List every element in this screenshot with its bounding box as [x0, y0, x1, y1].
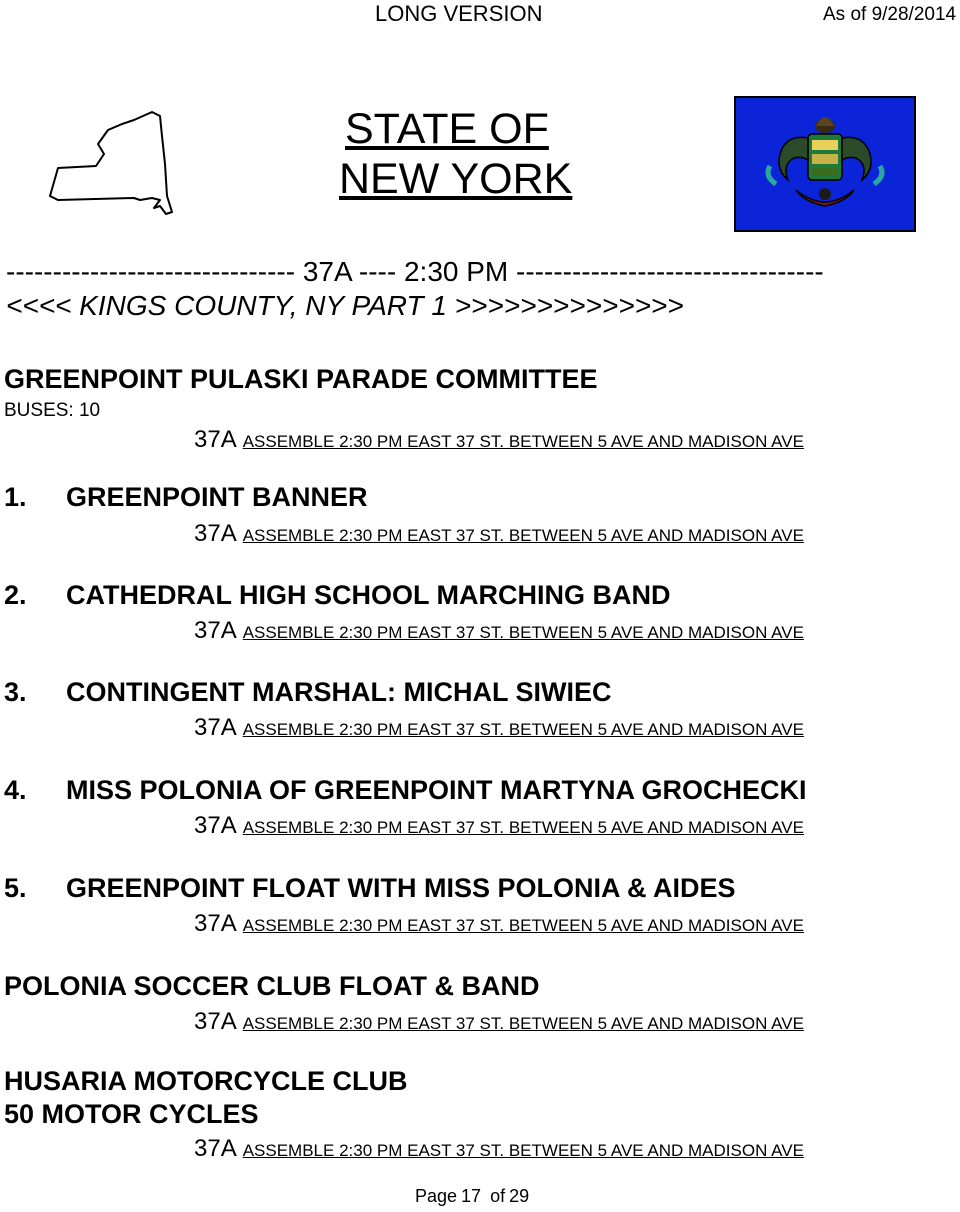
page-title-line-2: NEW YORK [339, 155, 573, 203]
assembly-detail: ASSEMBLE 2:30 PM EAST 37 ST. BETWEEN 5 AVE AND MADISON AVE [242, 432, 804, 451]
unit-number: 3. [4, 677, 27, 707]
page-footer [415, 1186, 533, 1207]
unit-2 [4, 580, 671, 611]
assembly-line [194, 910, 804, 938]
section-county-heading: <<<< KINGS COUNTY, NY PART 1 >>>>>>>>>>>>>> [6, 290, 684, 321]
unit-4 [4, 775, 807, 806]
unit-number: 2. [4, 580, 27, 610]
assembly-line [194, 812, 804, 840]
unit-3 [4, 677, 611, 708]
assembly-line [194, 1135, 804, 1163]
committee-buses: BUSES: 10 [4, 400, 101, 421]
committee-name: GREENPOINT PULASKI PARADE COMMITTEE [4, 364, 598, 394]
new-york-state-outline-icon [44, 108, 176, 216]
section-separator: ------------------------------- 37A ---- 2:30 PM --------------------------------- [6, 256, 824, 287]
unit-name: MISS POLONIA OF GREENPOINT MARTYNA GROCHECKI [66, 775, 807, 805]
assembly-detail: ASSEMBLE 2:30 PM EAST 37 ST. BETWEEN 5 AVE AND MADISON AVE [242, 818, 804, 837]
unit-name: GREENPOINT BANNER [66, 482, 368, 512]
unit-number: 1. [4, 482, 27, 512]
footer-of-label: of [490, 1186, 506, 1206]
unit-name: GREENPOINT FLOAT WITH MISS POLONIA & AIDES [66, 873, 736, 903]
assembly-detail: ASSEMBLE 2:30 PM EAST 37 ST. BETWEEN 5 AVE AND MADISON AVE [242, 526, 804, 545]
assembly-area: 37A [194, 714, 237, 741]
assembly-area: 37A [194, 910, 237, 937]
footer-page-number: 17 [461, 1186, 482, 1206]
unit-5 [4, 873, 736, 904]
assembly-detail: ASSEMBLE 2:30 PM EAST 37 ST. BETWEEN 5 AVE AND MADISON AVE [242, 1141, 804, 1160]
header-version: LONG VERSION [375, 1, 543, 26]
flag-coat-of-arms-icon [736, 98, 914, 230]
unit-name: CATHEDRAL HIGH SCHOOL MARCHING BAND [66, 580, 671, 610]
pennsylvania-state-flag-icon [734, 96, 916, 232]
assembly-area: 37A [194, 520, 237, 547]
assembly-line [194, 714, 804, 742]
assembly-detail: ASSEMBLE 2:30 PM EAST 37 ST. BETWEEN 5 AVE AND MADISON AVE [242, 916, 804, 935]
group-husaria-motorcycle-club: HUSARIA MOTORCYCLE CLUB [4, 1066, 408, 1096]
unit-name: CONTINGENT MARSHAL: MICHAL SIWIEC [66, 677, 612, 707]
assembly-detail: ASSEMBLE 2:30 PM EAST 37 ST. BETWEEN 5 AVE AND MADISON AVE [242, 623, 804, 642]
unit-number: 4. [4, 775, 27, 805]
assembly-area: 37A [194, 1008, 237, 1035]
group-polonia-soccer-club: POLONIA SOCCER CLUB FLOAT & BAND [4, 971, 540, 1001]
assembly-area: 37A [194, 426, 237, 453]
assembly-area: 37A [194, 1135, 237, 1162]
assembly-detail: ASSEMBLE 2:30 PM EAST 37 ST. BETWEEN 5 AVE AND MADISON AVE [242, 720, 804, 739]
footer-page-label: Page [415, 1186, 458, 1206]
footer-page-total: 29 [509, 1186, 530, 1206]
assembly-line [194, 426, 804, 454]
page-title-line-1: STATE OF [345, 105, 549, 153]
unit-1 [4, 482, 368, 513]
assembly-line [194, 520, 804, 548]
group-husaria-subtitle: 50 MOTOR CYCLES [4, 1099, 259, 1129]
assembly-line [194, 1008, 804, 1036]
header-as-of-date: As of 9/28/2014 [823, 4, 957, 25]
assembly-line [194, 617, 804, 645]
assembly-area: 37A [194, 617, 237, 644]
unit-number: 5. [4, 873, 27, 903]
assembly-area: 37A [194, 812, 237, 839]
assembly-detail: ASSEMBLE 2:30 PM EAST 37 ST. BETWEEN 5 AVE AND MADISON AVE [242, 1014, 804, 1033]
